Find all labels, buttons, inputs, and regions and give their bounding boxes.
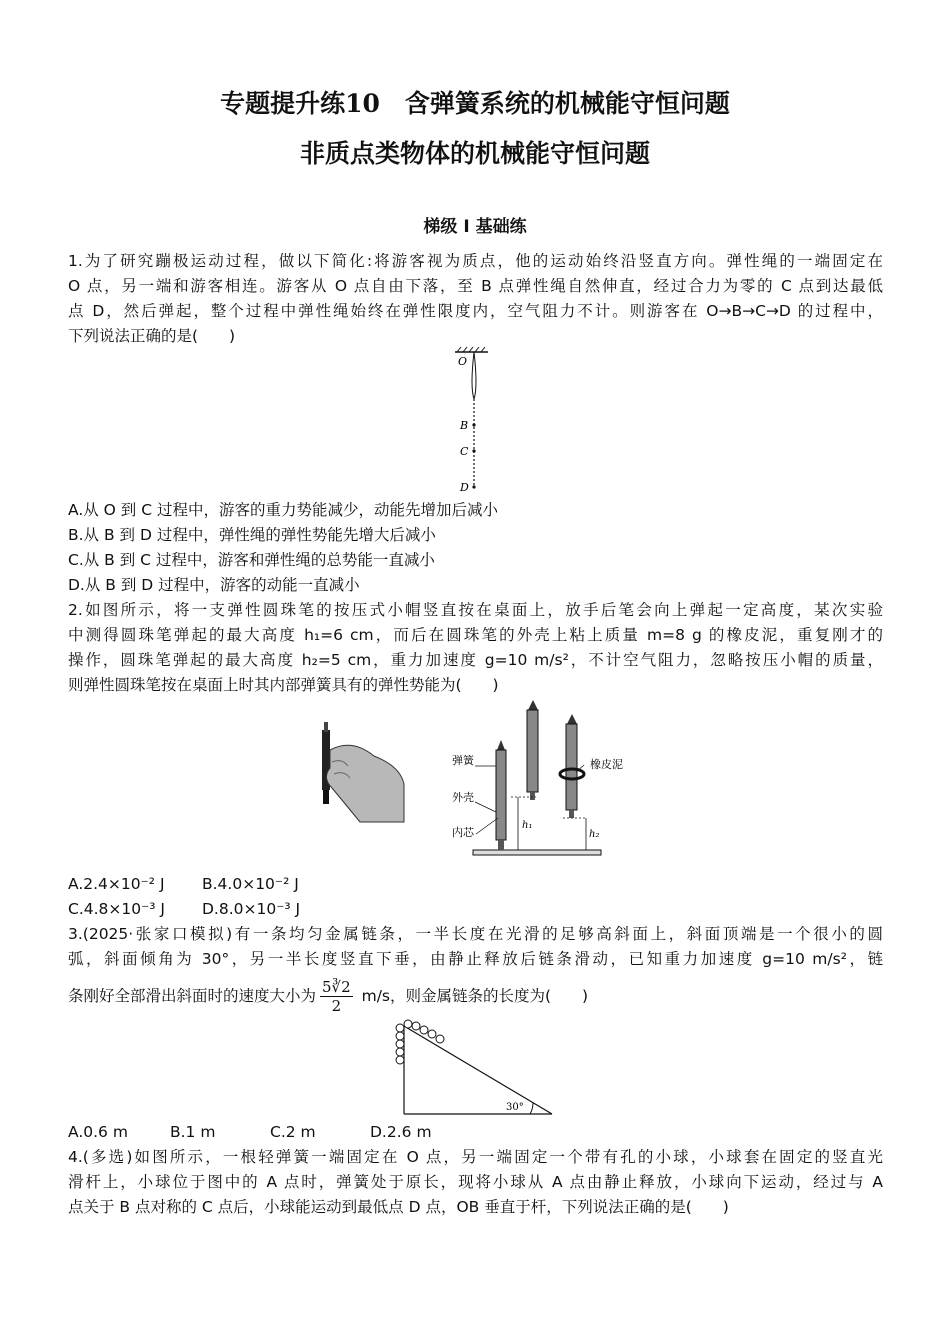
label-o: O [458,355,468,368]
q1-option-d: D.从 B 到 D 过程中，游客的动能一直减小 [68,576,360,594]
fraction-numerator: 5∛2 [322,978,351,996]
q1-option-a: A.从 O 到 C 过程中，游客的重力势能减少，动能先增加后减小 [68,501,498,519]
q2-option-b: B.4.0×10⁻² J [202,875,299,893]
q3-line-3b: m/s，则金属链条的长度为( ) [356,987,589,1005]
label-putty: 橡皮泥 [590,758,623,771]
q1-line-4: 下列说法正确的是( ) [68,327,236,345]
q3-option-c: C.2 m [270,1123,316,1141]
label-h1: h₁ [522,820,533,831]
q3-option-d: D.2.6 m [370,1123,432,1141]
q2-option-a: A.2.4×10⁻² J [68,875,165,893]
label-b: B [460,419,469,432]
angle-label: 30° [506,1102,524,1113]
q4-line-2: 滑杆上，小球位于图中的 A 点时，弹簧处于原长，现将小球从 A 点由静止释放，小球向下运动，经过与 A [68,1173,883,1191]
q2-option-d: D.8.0×10⁻³ J [202,900,301,918]
label-h2: h₂ [589,829,600,840]
q2-line-3: 操作，圆珠笔弹起的最大高度 h₂=5 cm，重力加速度 g=10 m/s²，不计空气阻力，忽略按压小帽的质量， [68,651,883,669]
speed-fraction [320,978,353,1015]
chain-incline-figure [390,1018,555,1118]
hand-pressing-pen-figure [312,700,408,826]
q2-line-2: 中测得圆珠笔弹起的最大高度 h₁=6 cm，而后在圆珠笔的外壳上粘上质量 m=8 g 的橡皮泥，重复刚才的 [68,626,883,644]
q3-option-b: B.1 m [170,1123,216,1141]
q3-line-2: 弧，斜面倾角为 30°，另一半长度竖直下垂，由静止释放后链条滑动，已知重力加速度 g=10 m/s²，链 [68,950,883,968]
label-d: D [460,481,469,494]
q2-line-1: 2.如图所示，将一支弹性圆珠笔的按压式小帽竖直按在桌面上，放手后笔会向上弹起一定高度，某次实验 [68,601,883,619]
q1-line-3: 点 D，然后弹起，整个过程中弹性绳始终在弹性限度内，空气阻力不计。则游客在 O→B→C→D 的过程中， [68,302,883,320]
fraction-denominator: 2 [331,997,342,1015]
q3-line-3 [68,978,588,1015]
pen-experiment-figure [448,700,623,860]
q1-option-b: B.从 B 到 D 过程中，弹性绳的弹性势能先增大后减小 [68,526,436,544]
q1-line-1: 1.为了研究蹦极运动过程，做以下简化:将游客视为质点，他的运动始终沿竖直方向。弹性绳的一端固定在 [68,252,883,270]
bungee-figure [440,347,500,495]
q1-line-2: O 点，另一端和游客相连。游客从 O 点自由下落，至 B 点弹性绳自然伸直，经过合力为零的 C 点到达最低 [68,277,883,295]
q4-line-3: 点关于 B 点对称的 C 点后，小球能运动到最低点 D 点，OB 垂直于杆，下列说法正确的是( ) [68,1198,729,1216]
q3-line-3a: 条刚好全部滑出斜面时的速度大小为 [68,987,317,1005]
label-c: C [460,445,469,458]
q2-option-c: C.4.8×10⁻³ J [68,900,166,918]
page-title: 专题提升练10 含弹簧系统的机械能守恒问题 [220,89,730,118]
label-core: 内芯 [452,826,474,839]
q3-option-a: A.0.6 m [68,1123,128,1141]
q1-option-c: C.从 B 到 C 过程中，游客和弹性绳的总势能一直减小 [68,551,435,569]
section-heading: 梯级 Ⅰ 基础练 [423,217,527,237]
q4-line-1: 4.(多选)如图所示，一根轻弹簧一端固定在 O 点，另一端固定一个带有孔的小球，小球套在固定的竖直光 [68,1148,883,1166]
page-subtitle: 非质点类物体的机械能守恒问题 [299,139,650,168]
q2-line-4: 则弹性圆珠笔按在桌面上时其内部弹簧具有的弹性势能为( ) [68,676,499,694]
q3-line-1: 3.(2025·张家口模拟)有一条均匀金属链条，一半长度在光滑的足够高斜面上，斜面顶端是一个很小的圆 [68,925,883,943]
label-spring: 弹簧 [452,754,474,767]
label-shell: 外壳 [452,791,474,804]
